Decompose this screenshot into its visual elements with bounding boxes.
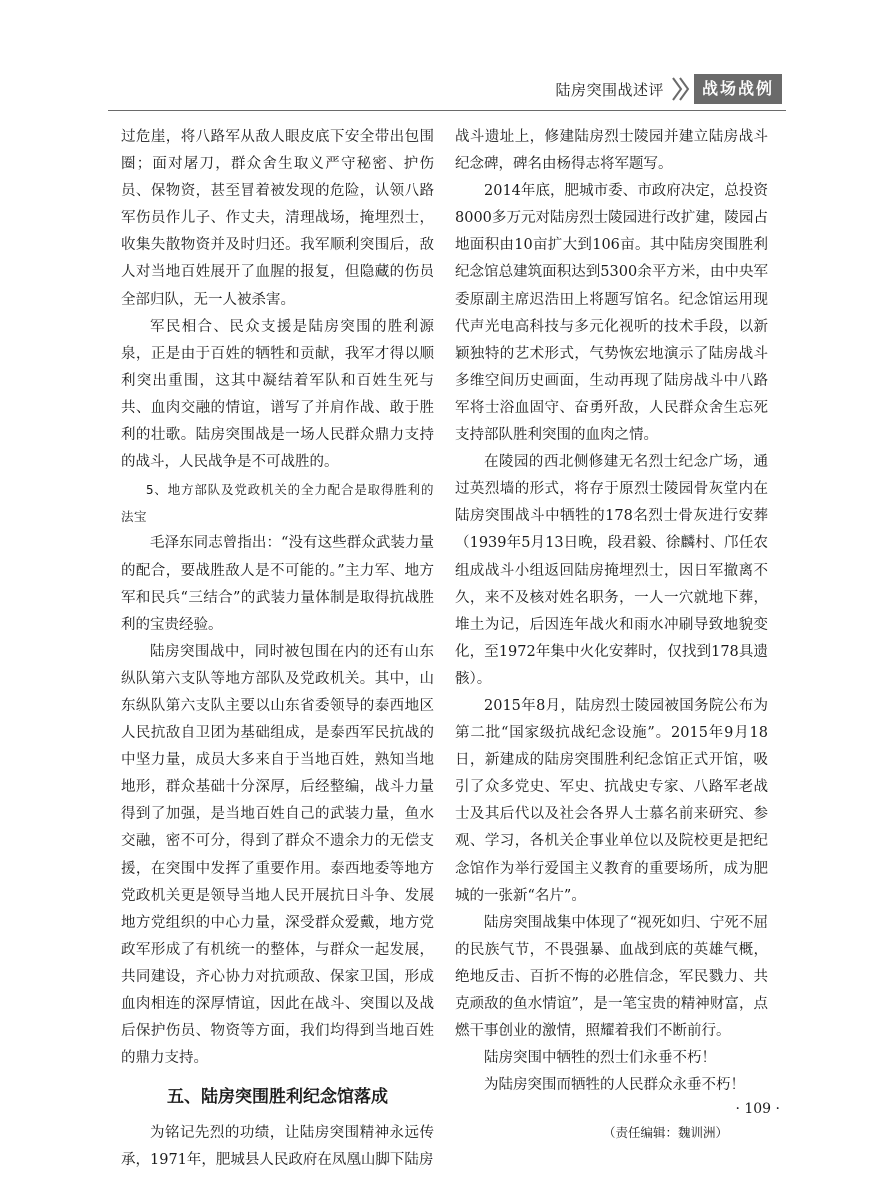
paragraph: 军民相合、民众支援是陆房突围的胜利源泉，正是由于百姓的牺牲和贡献，我军才得以顺利突出重围，这其中凝结着军队和百姓生死与共、血肉交融的情谊，谱写了并肩作战、敢于胜利的壮歌。陆房突围战是一场人民群众鼎力支持的战斗，人民战争是不可战胜的。 [121,318,434,471]
left-column [121,124,434,1174]
running-header [555,72,782,106]
paragraph: 陆房突围战集中体现了“视死如归、宁死不屈的民族气节，不畏强暴、血战到底的英雄气概，绝地反击、百折不悔的必胜信念，军民戮力、共克顽敌的鱼水情谊”，是一笔宝贵的精神财富，点燃干事创业的激情，照耀着我们不断前行。 [455,914,768,1040]
paragraph: 过危崖，将八路军从敌人眼皮底下安全带出包围圈；面对屠刀，群众舍生取义严守秘密、护伤员、保物资，甚至冒着被发现的危险，认领八路军伤员作儿子、作丈夫，清理战场，掩埋烈士，收集失散物资并及时归还。我军顺利突围后，敌人对当地百姓展开了血腥的报复，但隐藏的伤员全部归队，无一人被杀害。 [121,129,434,308]
paragraph: 陆房突围战中，同时被包围在内的还有山东纵队第六支队等地方部队及党政机关。其中，山东纵队第六支队主要以山东省委领导的泰西地区人民抗敌自卫团为基础组成，是泰西军民抗战的中坚力量，成员大多来自于当地百姓，熟知当地地形，群众基础十分深厚，后经整编，战斗力量得到了加强，是当地百姓自己的武装力量，鱼水交融，密不可分，得到了群众不遗余力的无偿支援，在突围中发挥了重要作用。泰西地委等地方党政机关更是领导当地人民开展抗日斗争、发展地方党组织的中心力量，深受群众爱戴，地方党政军形成了有机统一的整体，与群众一起发展，共同建设，齐心协力对抗顽敌、保家卫国，形成血肉相连的深厚情谊，因此在战斗、突围以及战后保护伤员、物资等方面，我们均得到当地百姓的鼎力支持。 [121,643,434,1067]
subheading: 5、地方部队及党政机关的全力配合是取得胜利的法宝 [121,482,434,525]
paragraph: 在陵园的西北侧修建无名烈士纪念广场，通过英烈墙的形式，将存于原烈士陵园骨灰堂内在陆房突围战斗中牺牲的178名烈士骨灰进行安葬（1939年5月13日晚，段君毅、徐麟村、邝任农组成战斗小组返回陆房掩埋烈士，因日军撤离不久，来不及核对姓名职务，一人一穴就地下葬，堆土为记，后因连年战火和雨水冲刷导致地貌变化，至1972年集中火化安葬时，仅找到178具遗骸）。 [455,454,768,687]
paragraph: 为铭记先烈的功绩，让陆房突围精神永远传承，1971年，肥城县人民政府在凤凰山脚下陆房 [121,1125,434,1169]
header-divider [108,110,786,111]
paragraph: 2014年底，肥城市委、市政府决定，总投资8000多万元对陆房烈士陵园进行改扩建，陵园占地面积由10亩扩大到106亩。其中陆房突围胜利纪念馆总建筑面积达到5300余平方米，由中央军委原副主席迟浩田上将题写馆名。纪念馆运用现代声光电高科技与多元化视听的技术手段，以新颖独特的艺术形式，气势恢宏地演示了陆房战斗多维空间历史画面，生动再现了陆房战斗中八路军将士浴血固守、奋勇歼敌，人民群众舍生忘死支持部队胜利突围的血肉之情。 [455,183,768,444]
section-heading: 五、陆房突围胜利纪念馆落成 [167,1087,388,1108]
page-number: · 109 · [735,1101,780,1117]
tribute-line: 为陆房突围而牺牲的人民群众永垂不朽！ [484,1077,745,1094]
paragraph: 毛泽东同志曾指出：“没有这些群众武装力量的配合，要战胜敌人是不可能的。”主力军、地方军和民兵“三结合”的武装力量体制是取得抗战胜利的宝贵经验。 [121,535,434,633]
paragraph: 2015年8月，陆房烈士陵园被国务院公布为第二批“国家级抗战纪念设施”。2015年9月18日，新建成的陆房突围胜利纪念馆正式开馆，吸引了众多党史、军史、抗战史专家、八路军老战士及其后代以及社会各界人士慕名前来研究、参观、学习，各机关企事业单位以及院校更是把纪念馆作为举行爱国主义教育的重要场所，成为肥城的一张新“名片”。 [455,697,768,904]
paragraph: 战斗遗址上，修建陆房烈士陵园并建立陆房战斗纪念碑，碑名由杨得志将军题写。 [455,129,768,173]
double-chevron-icon [670,74,692,104]
column-badge: 战场战例 [694,74,782,104]
tribute-line: 陆房突围中牺牲的烈士们永垂不朽！ [484,1050,716,1067]
editor-credit: （责任编辑：魏训洲） [602,1125,728,1141]
running-header-section: 陆房突围战述评 [555,80,664,99]
right-column [455,124,768,1146]
